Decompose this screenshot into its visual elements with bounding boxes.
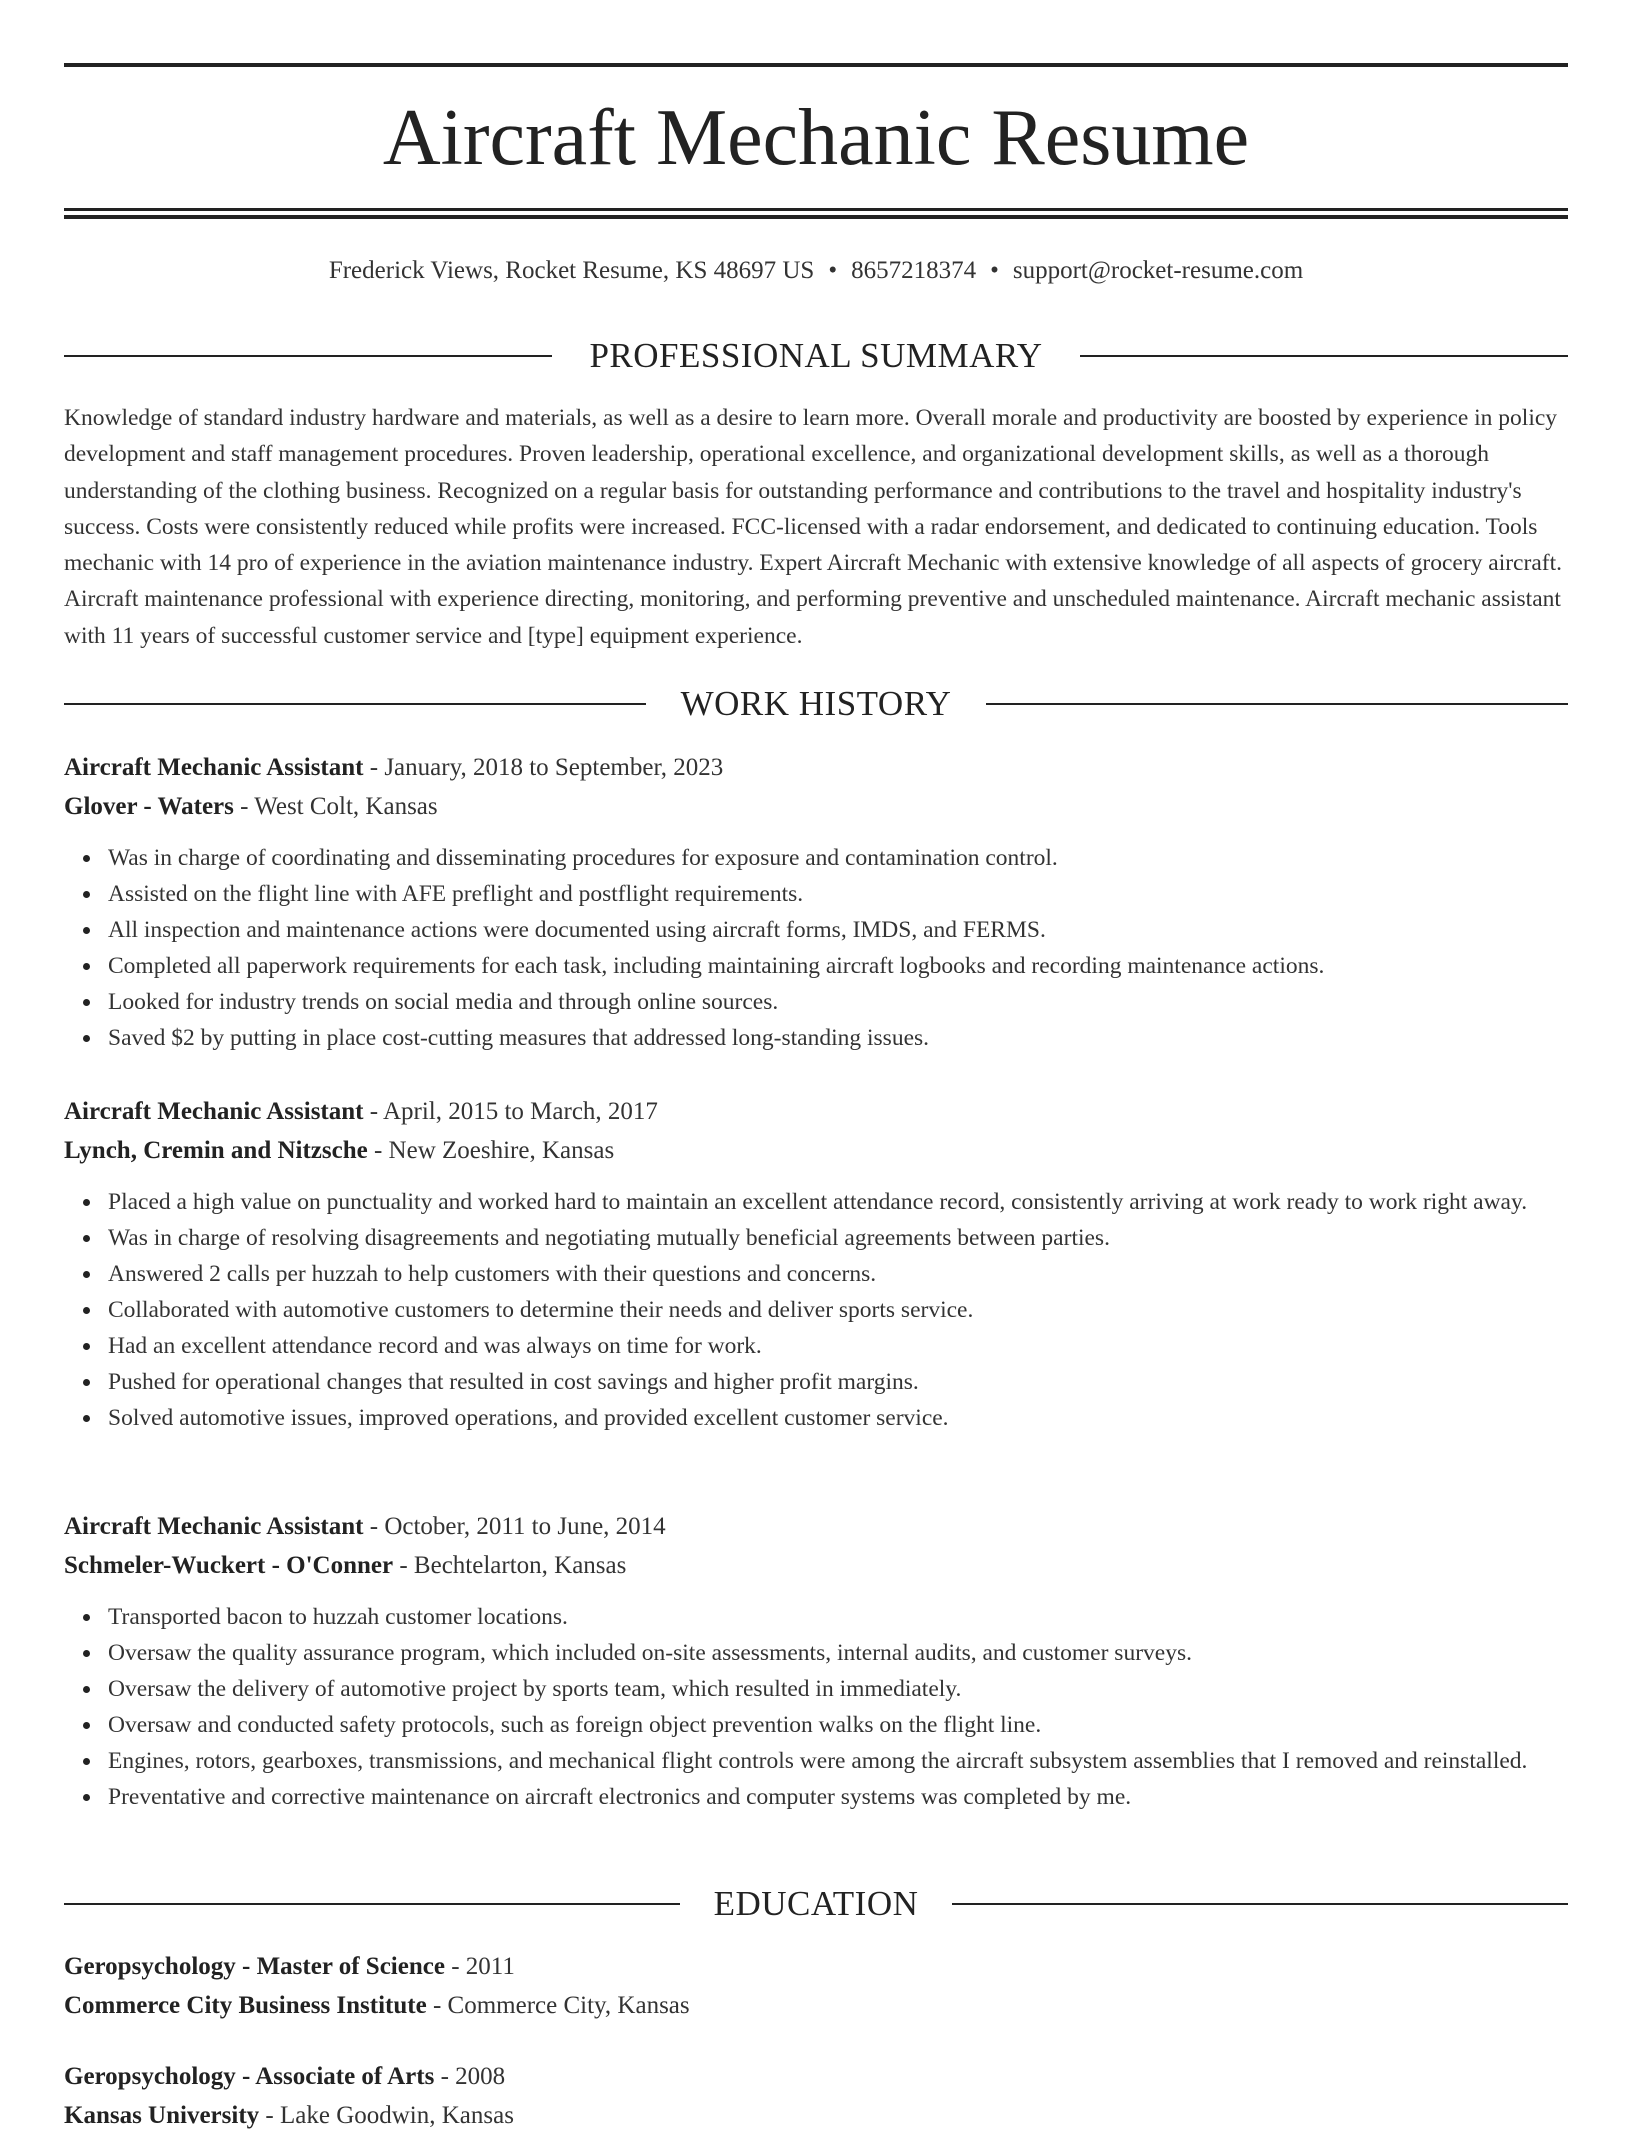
job-company-line <box>64 1131 1568 1170</box>
job-role: Aircraft Mechanic Assistant <box>64 1098 364 1125</box>
contact-address: Frederick Views, Rocket Resume, KS 48697 US <box>328 257 815 284</box>
education-degree-line <box>64 1947 1568 1986</box>
job-company: Glover - Waters <box>64 793 234 820</box>
job-dates: - October, 2011 to June, 2014 <box>363 1513 666 1540</box>
job-company-line <box>64 787 1568 826</box>
job-dates: - January, 2018 to September, 2023 <box>363 754 724 781</box>
job-bullets <box>64 1184 1568 1436</box>
work-heading-label: WORK HISTORY <box>680 684 952 723</box>
contact-separator: • <box>828 257 838 284</box>
job-location: - Bechtelarton, Kansas <box>393 1552 627 1579</box>
job-bullet: Was in charge of coordinating and disseminating procedures for exposure and contamination control. <box>108 840 1568 876</box>
job-bullet: Collaborated with automotive customers to determine their needs and deliver sports service. <box>108 1292 1568 1328</box>
contact-line <box>64 252 1568 290</box>
job-role: Aircraft Mechanic Assistant <box>64 1513 364 1540</box>
education-entry <box>64 2057 1568 2135</box>
work-heading <box>64 682 1568 726</box>
job-bullet: Looked for industry trends on social media and through online sources. <box>108 984 1568 1020</box>
job-bullet: Oversaw and conducted safety protocols, such as foreign object prevention walks on the flight line. <box>108 1707 1568 1743</box>
job-location: - New Zoeshire, Kansas <box>367 1137 615 1164</box>
job-entry <box>64 1092 1568 1436</box>
education-degree-line <box>64 2057 1568 2096</box>
job-title-line <box>64 1507 1568 1546</box>
education-year: - 2011 <box>444 1953 515 1980</box>
job-entry <box>64 748 1568 1056</box>
education-degree: Geropsychology - Associate of Arts <box>64 2063 435 2090</box>
job-bullet: Saved $2 by putting in place cost-cutting measures that addressed long-standing issues. <box>108 1020 1568 1056</box>
job-bullet: Placed a high value on punctuality and worked hard to maintain an excellent attendance record, consistently arriving at work ready to work right away. <box>108 1184 1568 1220</box>
job-bullet: Completed all paperwork requirements for each task, including maintaining aircraft logbooks and recording maintenance actions. <box>108 948 1568 984</box>
job-bullet: Was in charge of resolving disagreements and negotiating mutually beneficial agreements between parties. <box>108 1220 1568 1256</box>
education-heading <box>64 1882 1568 1926</box>
job-bullet: Answered 2 calls per huzzah to help customers with their questions and concerns. <box>108 1256 1568 1292</box>
job-bullet: Assisted on the flight line with AFE preflight and postflight requirements. <box>108 876 1568 912</box>
job-dates: - April, 2015 to March, 2017 <box>363 1098 658 1125</box>
summary-heading <box>64 334 1568 378</box>
heading-rule-right <box>952 1903 1568 1905</box>
job-entry <box>64 1507 1568 1815</box>
resume-page <box>64 0 1568 2129</box>
resume-title: Aircraft Mechanic Resume <box>382 94 1250 182</box>
job-bullet: Oversaw the quality assurance program, which included on-site assessments, internal audits, and customer surveys. <box>108 1635 1568 1671</box>
heading-rule-right <box>1080 355 1568 357</box>
top-rule <box>64 63 1568 67</box>
contact-email: support@rocket-resume.com <box>1012 257 1304 284</box>
job-company-line <box>64 1546 1568 1585</box>
education-heading-label: EDUCATION <box>713 1884 919 1923</box>
job-bullet: Oversaw the delivery of automotive project by sports team, which resulted in immediately. <box>108 1671 1568 1707</box>
education-location: - Commerce City, Kansas <box>426 1992 690 2019</box>
education-year: - 2008 <box>434 2063 506 2090</box>
education-school-line <box>64 1986 1568 2025</box>
job-bullets <box>64 840 1568 1056</box>
heading-rule-right <box>986 703 1568 705</box>
contact-separator: • <box>990 257 999 284</box>
job-bullet: All inspection and maintenance actions were documented using aircraft forms, IMDS, and FERMS. <box>108 912 1568 948</box>
education-degree: Geropsychology - Master of Science <box>64 1953 445 1980</box>
education-school: Commerce City Business Institute <box>64 1992 427 2019</box>
job-bullet: Preventative and corrective maintenance on aircraft electronics and computer systems was completed by me. <box>108 1779 1568 1815</box>
education-school-line <box>64 2096 1568 2135</box>
education-location: - Lake Goodwin, Kansas <box>259 2102 514 2129</box>
job-company: Schmeler-Wuckert - O'Conner <box>64 1552 394 1579</box>
title-double-rule <box>64 208 1568 219</box>
job-bullet: Transported bacon to huzzah customer locations. <box>108 1599 1568 1635</box>
summary-heading-label: PROFESSIONAL SUMMARY <box>589 336 1043 375</box>
summary-text: Knowledge of standard industry hardware and materials, as well as a desire to learn more. Overall morale and productivity are boosted by experience in policy development and staff management procedures. Proven leadership, operational excellence, and organizational development skills, as well as a thorough understanding of the clothing business. Recognized on a regular basis for outstanding performance and contributions to the travel and hospitality industry's success. Costs were consistently reduced while profits were increased. FCC-licensed with a radar endorsement, and dedicated to continuing education. Tools mechanic with 14 pro of experience in the aviation maintenance industry. Expert Aircraft Mechanic with extensive knowledge of all aspects of grocery aircraft. Aircraft maintenance professional with experience directing, monitoring, and performing preventive and unscheduled maintenance. Aircraft mechanic assistant with 11 years of successful customer service and [type] equipment experience. <box>64 405 1562 649</box>
job-bullets <box>64 1599 1568 1815</box>
job-bullet: Solved automotive issues, improved operations, and provided excellent customer service. <box>108 1400 1568 1436</box>
contact-phone: 8657218374 <box>851 257 977 284</box>
job-title-line <box>64 748 1568 787</box>
education-school: Kansas University <box>64 2102 260 2129</box>
job-title-line <box>64 1092 1568 1131</box>
job-role: Aircraft Mechanic Assistant <box>64 754 364 781</box>
job-bullet: Pushed for operational changes that resulted in cost savings and higher profit margins. <box>108 1364 1568 1400</box>
job-bullet: Had an excellent attendance record and was always on time for work. <box>108 1328 1568 1364</box>
job-bullet: Engines, rotors, gearboxes, transmissions, and mechanical flight controls were among the aircraft subsystem assemblies that I removed and reinstalled. <box>108 1743 1568 1779</box>
job-location: - West Colt, Kansas <box>233 793 438 820</box>
education-entry <box>64 1947 1568 2025</box>
job-company: Lynch, Cremin and Nitzsche <box>64 1137 368 1164</box>
